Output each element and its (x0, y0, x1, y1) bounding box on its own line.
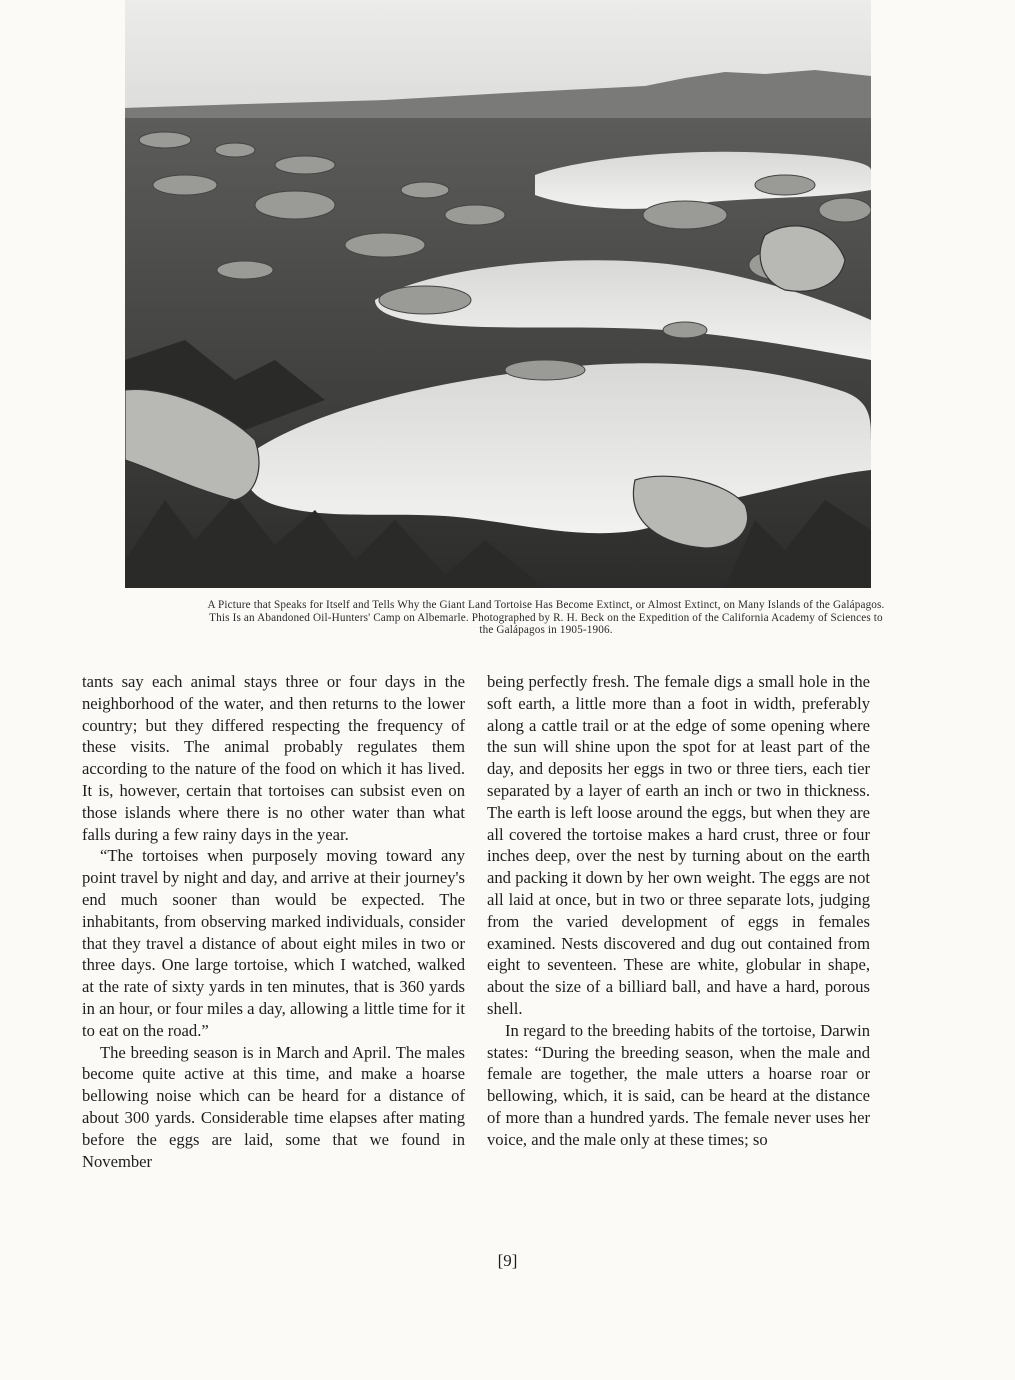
paragraph: The breeding season is in March and April. The males become quite active at this time, and make a hoarse bellowing noise which can be heard for a distance of about 300 yards. Considerable time elapses after mating before the eggs are laid, some that we found in November (82, 1042, 465, 1171)
paragraph: “The tortoises when purposely moving toward any point travel by night and day, and arrive at their journey's end much sooner than would be expected. The inhabitants, from observing marked individuals, consider that they travel a distance of about eight miles in two or three days. One large tortoise, which I watched, walked at the rate of sixty yards in ten minutes, that is 360 yards in an hour, or four miles a day, allowing a little time for it to eat on the road.” (82, 846, 465, 1040)
paragraph: being perfectly fresh. The female digs a small hole in the soft earth, a little more than a foot in width, preferably along a cattle trail or at the edge of some opening where the sun will shine upon the spot for at least part of the day, and deposits her eggs in two or three tiers, each tier separated by a layer of earth an inch or two in thickness. The earth is left loose around the eggs, but when they are all covered the tortoise makes a hard crust, three or four inches deep, over the nest by turning about on the earth and packing it down by her own weight. The eggs are not all laid at once, but in two or three separate lots, judging from the varied development of eggs in females examined. Nests discovered and dug out contained from eight to seventeen. These are white, globular in shape, about the size of a billiard ball, and have a hard, porous shell. (487, 672, 870, 1018)
page-number: [9] (497, 1251, 518, 1270)
right-column (487, 671, 870, 1151)
photo-illustration (125, 0, 871, 588)
photo-caption: A Picture that Speaks for Itself and Tells Why the Giant Land Tortoise Has Become Extinct, or Almost Extinct, on Many Islands of the Galápagos. This Is an Abandoned Oil-Hunters' Camp on Albemarle. Photographed by R. H. Beck on the Expedition of the California Academy of Sciences to the Galápagos in 1905-1906. (207, 599, 885, 636)
photograph-tortoise-shells (125, 0, 871, 588)
paragraph: In regard to the breeding habits of the tortoise, Darwin states: “During the breeding season, when the male and female are together, the male utters a hoarse roar or bellowing, which, it is said, can be heard at the distance of more than a hundred yards. The female never uses her voice, and the male only at these times; so (487, 1020, 870, 1149)
left-column (82, 671, 465, 1172)
paragraph: tants say each animal stays three or four days in the neighborhood of the water, and then returns to the lower country; but they differed respecting the frequency of these visits. The animal probably regulates them according to the nature of the food on which it has lived. It is, however, certain that tortoises can subsist even on those islands where there is no other water than what falls during a few rainy days in the year. (82, 672, 465, 844)
